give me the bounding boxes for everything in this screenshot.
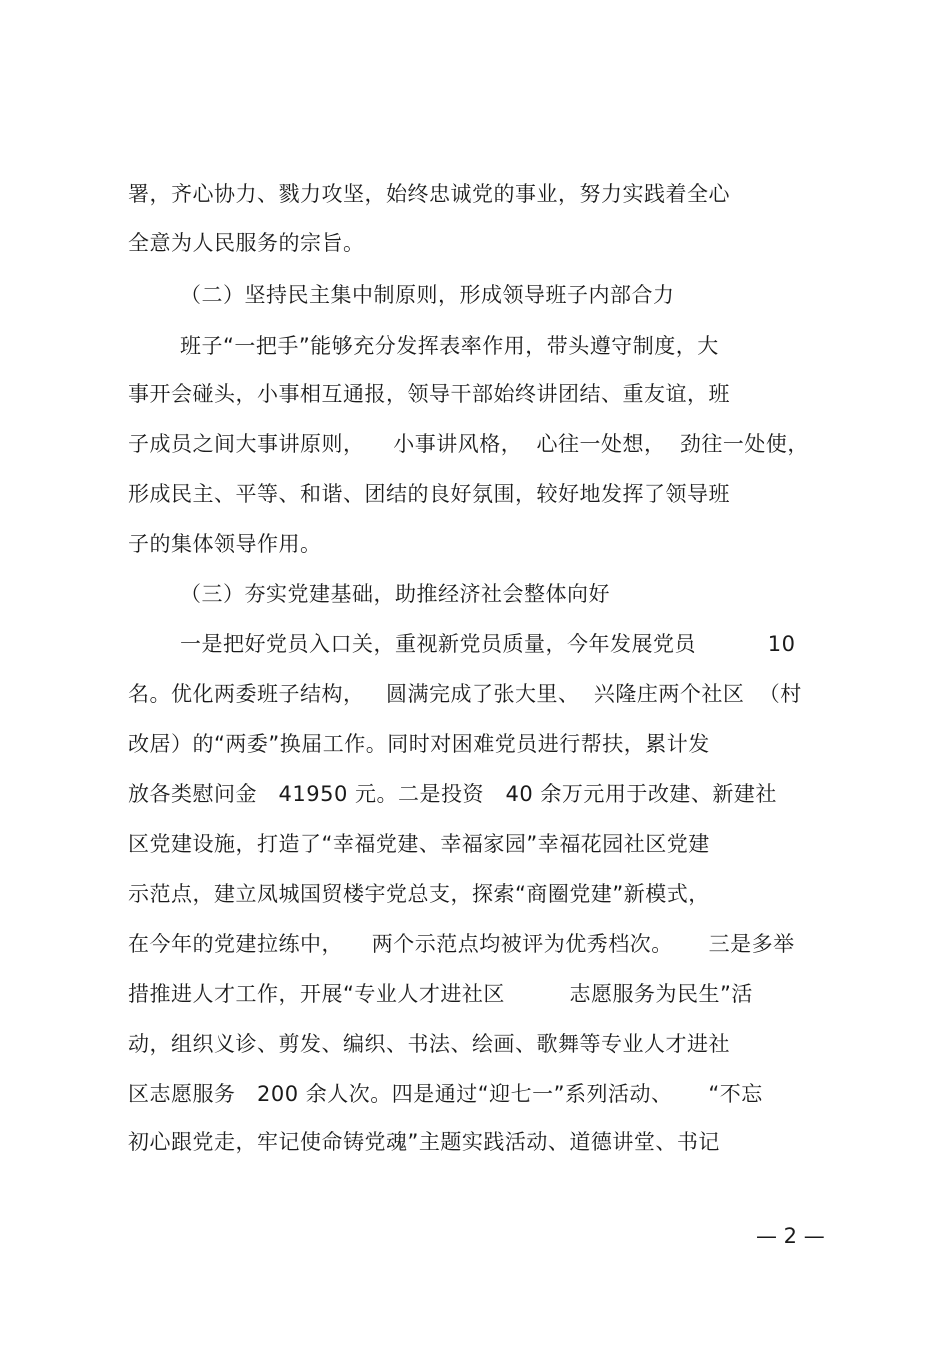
text-line-17: 措推进人才工作，开展“专业人才进社区 志愿服务为民生”活 — [128, 982, 753, 1006]
text-line-20: 初心跟党走，牢记使命铸党魂”主题实践活动、道德讲堂、书记 — [128, 1130, 720, 1154]
text-line-1: 署，齐心协力、戮力攻坚，始终忠诚党的事业，努力实践着全心 — [128, 182, 730, 206]
text-line-4: 班子“一把手”能够充分发挥表率作用，带头遵守制度，大 — [180, 334, 719, 358]
text-line-13: 放各类慰问金 41950 元。二是投资 40 余万元用于改建、新建社 — [128, 782, 777, 806]
text-line-14: 区党建设施，打造了“幸福党建、幸福家园”幸福花园社区党建 — [128, 832, 710, 856]
text-line-6: 子成员之间大事讲原则， 小事讲风格， 心往一处想， 劲往一处使， — [128, 432, 809, 456]
text-line-18: 动，组织义诊、剪发、编织、书法、绘画、歌舞等专业人才进社 — [128, 1032, 730, 1056]
text-line-5: 事开会碰头，小事相互通报，领导干部始终讲团结、重友谊，班 — [128, 382, 730, 406]
text-line-19: 区志愿服务 200 余人次。四是通过“迎七一”系列活动、 “不忘 — [128, 1082, 763, 1106]
text-line-15: 示范点，建立凤城国贸楼宇党总支，探索“商圈党建”新模式， — [128, 882, 710, 906]
section-heading-3: （三）夯实党建基础，助推经济社会整体向好 — [180, 582, 610, 606]
section-heading-2: （二）坚持民主集中制原则，形成领导班子内部合力 — [180, 283, 675, 307]
text-line-8: 子的集体领导作用。 — [128, 532, 322, 556]
text-line-2: 全意为人民服务的宗旨。 — [128, 231, 365, 255]
page-number: — 2 — — [756, 1224, 825, 1248]
text-line-7: 形成民主、平等、和谐、团结的良好氛围，较好地发挥了领导班 — [128, 482, 730, 506]
text-line-16: 在今年的党建拉练中， 两个示范点均被评为优秀档次。 三是多举 — [128, 932, 795, 956]
text-line-10: 一是把好党员入口关，重视新党员质量，今年发展党员 10 — [180, 632, 796, 656]
text-line-11: 名。优化两委班子结构， 圆满完成了张大里、 兴隆庄两个社区 （村 — [128, 682, 802, 706]
text-line-12: 改居）的“两委”换届工作。同时对困难党员进行帮扶，累计发 — [128, 732, 710, 756]
